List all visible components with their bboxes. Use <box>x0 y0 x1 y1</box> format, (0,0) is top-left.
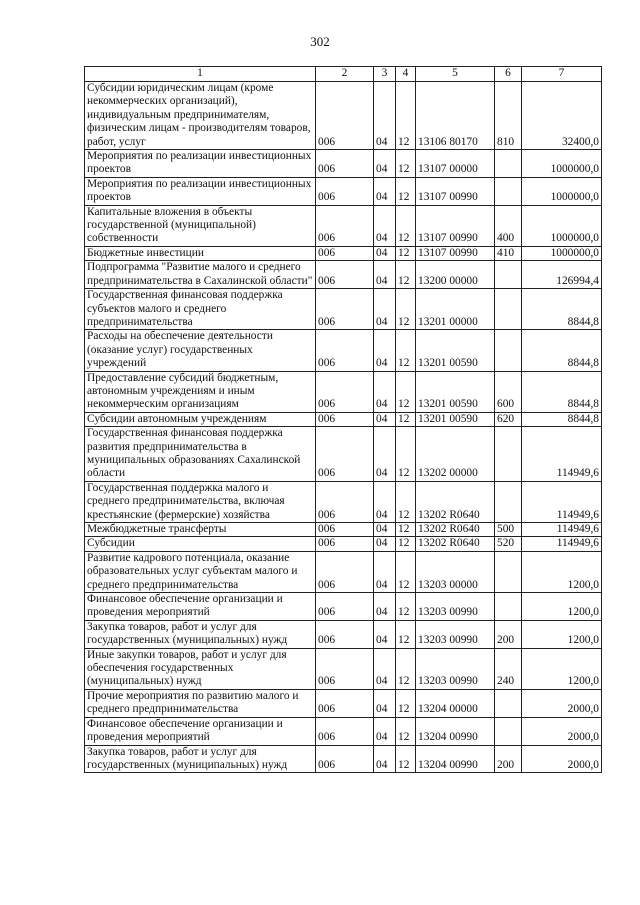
expense-type-code: 400 <box>495 205 522 246</box>
item-name: Субсидии юридическим лицам (кроме некоммерческих организаций), индивидуальным предпринимателям, физическим лицам - производителям товаров, работ, услуг <box>85 82 316 150</box>
target-article-code: 13107 00990 <box>416 205 495 246</box>
amount: 1000000,0 <box>522 150 602 178</box>
table-row <box>85 177 602 205</box>
column-header: 5 <box>416 67 495 82</box>
item-name: Капитальные вложения в объекты государственной (муниципальной) собственности <box>85 205 316 246</box>
amount: 126994,4 <box>522 261 602 289</box>
ministry-code: 006 <box>316 620 374 648</box>
section-code: 04 <box>374 648 396 689</box>
target-article-code: 13201 00000 <box>416 289 495 330</box>
expense-type-code: 410 <box>495 246 522 260</box>
ministry-code: 006 <box>316 82 374 150</box>
item-name: Прочие мероприятия по развитию малого и среднего предпринимательства <box>85 689 316 717</box>
item-name: Государственная поддержка малого и среднего предпринимательства, включая крестьянские (фермерские) хозяйства <box>85 481 316 522</box>
item-name: Развитие кадрового потенциала, оказание образовательных услуг субъектам малого и среднего предпринимательства <box>85 551 316 592</box>
section-code: 04 <box>374 689 396 717</box>
target-article-code: 13203 00990 <box>416 620 495 648</box>
target-article-code: 13203 00000 <box>416 551 495 592</box>
ministry-code: 006 <box>316 593 374 621</box>
subsection-code: 12 <box>396 246 416 260</box>
target-article-code: 13202 R0640 <box>416 481 495 522</box>
ministry-code: 006 <box>316 177 374 205</box>
expense-type-code <box>495 330 522 371</box>
section-code: 04 <box>374 205 396 246</box>
section-code: 04 <box>374 82 396 150</box>
subsection-code: 12 <box>396 330 416 371</box>
amount: 114949,6 <box>522 523 602 537</box>
table-row <box>85 481 602 522</box>
subsection-code: 12 <box>396 177 416 205</box>
amount: 8844,8 <box>522 330 602 371</box>
item-name: Бюджетные инвестиции <box>85 246 316 260</box>
table-row <box>85 620 602 648</box>
expense-type-code <box>495 150 522 178</box>
target-article-code: 13107 00000 <box>416 150 495 178</box>
subsection-code: 12 <box>396 150 416 178</box>
target-article-code: 13204 00000 <box>416 689 495 717</box>
table-row <box>85 717 602 745</box>
ministry-code: 006 <box>316 261 374 289</box>
table-row <box>85 593 602 621</box>
budget-table <box>84 66 602 773</box>
item-name: Финансовое обеспечение организации и проведения мероприятий <box>85 593 316 621</box>
subsection-code: 12 <box>396 745 416 773</box>
amount: 1200,0 <box>522 551 602 592</box>
table-row <box>85 205 602 246</box>
amount: 1200,0 <box>522 620 602 648</box>
ministry-code: 006 <box>316 412 374 426</box>
item-name: Государственная финансовая поддержка развития предпринимательства в муниципальных образованиях Сахалинской области <box>85 427 316 482</box>
expense-type-code: 520 <box>495 537 522 551</box>
column-header: 6 <box>495 67 522 82</box>
amount: 114949,6 <box>522 481 602 522</box>
expense-type-code: 500 <box>495 523 522 537</box>
amount: 1000000,0 <box>522 177 602 205</box>
item-name: Мероприятия по реализации инвестиционных проектов <box>85 150 316 178</box>
column-header: 7 <box>522 67 602 82</box>
expense-type-code: 600 <box>495 371 522 412</box>
subsection-code: 12 <box>396 205 416 246</box>
item-name: Закупка товаров, работ и услуг для государственных (муниципальных) нужд <box>85 620 316 648</box>
ministry-code: 006 <box>316 481 374 522</box>
subsection-code: 12 <box>396 261 416 289</box>
column-header: 3 <box>374 67 396 82</box>
target-article-code: 13106 80170 <box>416 82 495 150</box>
subsection-code: 12 <box>396 412 416 426</box>
ministry-code: 006 <box>316 427 374 482</box>
ministry-code: 006 <box>316 246 374 260</box>
section-code: 04 <box>374 481 396 522</box>
amount: 8844,8 <box>522 412 602 426</box>
item-name: Государственная финансовая поддержка субъектов малого и среднего предпринимательства <box>85 289 316 330</box>
target-article-code: 13107 00990 <box>416 246 495 260</box>
amount: 1200,0 <box>522 648 602 689</box>
section-code: 04 <box>374 620 396 648</box>
target-article-code: 13107 00990 <box>416 177 495 205</box>
subsection-code: 12 <box>396 537 416 551</box>
item-name: Мероприятия по реализации инвестиционных проектов <box>85 177 316 205</box>
expense-type-code <box>495 551 522 592</box>
table-row <box>85 689 602 717</box>
section-code: 04 <box>374 371 396 412</box>
ministry-code: 006 <box>316 745 374 773</box>
ministry-code: 006 <box>316 205 374 246</box>
table-row <box>85 412 602 426</box>
ministry-code: 006 <box>316 551 374 592</box>
item-name: Финансовое обеспечение организации и проведения мероприятий <box>85 717 316 745</box>
amount: 114949,6 <box>522 537 602 551</box>
table-row <box>85 427 602 482</box>
table-row <box>85 330 602 371</box>
ministry-code: 006 <box>316 537 374 551</box>
table-row <box>85 523 602 537</box>
ministry-code: 006 <box>316 523 374 537</box>
section-code: 04 <box>374 717 396 745</box>
section-code: 04 <box>374 523 396 537</box>
subsection-code: 12 <box>396 289 416 330</box>
expense-type-code <box>495 717 522 745</box>
subsection-code: 12 <box>396 82 416 150</box>
ministry-code: 006 <box>316 371 374 412</box>
table-row <box>85 745 602 773</box>
section-code: 04 <box>374 537 396 551</box>
section-code: 04 <box>374 427 396 482</box>
target-article-code: 13204 00990 <box>416 717 495 745</box>
item-name: Предоставление субсидий бюджетным, автономным учреждениям и иным некоммерческим организациям <box>85 371 316 412</box>
expense-type-code <box>495 481 522 522</box>
item-name: Иные закупки товаров, работ и услуг для обеспечения государственных (муниципальных) нужд <box>85 648 316 689</box>
table-row <box>85 551 602 592</box>
section-code: 04 <box>374 261 396 289</box>
section-code: 04 <box>374 289 396 330</box>
table-row <box>85 648 602 689</box>
section-code: 04 <box>374 593 396 621</box>
table-row <box>85 150 602 178</box>
amount: 1000000,0 <box>522 205 602 246</box>
subsection-code: 12 <box>396 648 416 689</box>
target-article-code: 13201 00590 <box>416 371 495 412</box>
target-article-code: 13203 00990 <box>416 593 495 621</box>
amount: 8844,8 <box>522 371 602 412</box>
table-row <box>85 82 602 150</box>
expense-type-code <box>495 261 522 289</box>
expense-type-code <box>495 289 522 330</box>
amount: 2000,0 <box>522 689 602 717</box>
table-row <box>85 261 602 289</box>
column-header: 1 <box>85 67 316 82</box>
ministry-code: 006 <box>316 717 374 745</box>
page-number: 302 <box>310 34 330 49</box>
target-article-code: 13201 00590 <box>416 412 495 426</box>
expense-type-code: 200 <box>495 745 522 773</box>
ministry-code: 006 <box>316 150 374 178</box>
target-article-code: 13204 00990 <box>416 745 495 773</box>
expense-type-code: 620 <box>495 412 522 426</box>
expense-type-code <box>495 689 522 717</box>
table-row <box>85 289 602 330</box>
column-header: 2 <box>316 67 374 82</box>
ministry-code: 006 <box>316 689 374 717</box>
amount: 1200,0 <box>522 593 602 621</box>
subsection-code: 12 <box>396 523 416 537</box>
subsection-code: 12 <box>396 427 416 482</box>
target-article-code: 13200 00000 <box>416 261 495 289</box>
section-code: 04 <box>374 412 396 426</box>
expense-type-code: 810 <box>495 82 522 150</box>
expense-type-code <box>495 593 522 621</box>
amount: 1000000,0 <box>522 246 602 260</box>
amount: 32400,0 <box>522 82 602 150</box>
item-name: Субсидии <box>85 537 316 551</box>
target-article-code: 13202 R0640 <box>416 523 495 537</box>
amount: 8844,8 <box>522 289 602 330</box>
subsection-code: 12 <box>396 551 416 592</box>
section-code: 04 <box>374 330 396 371</box>
target-article-code: 13202 R0640 <box>416 537 495 551</box>
ministry-code: 006 <box>316 330 374 371</box>
table-row <box>85 246 602 260</box>
section-code: 04 <box>374 150 396 178</box>
target-article-code: 13202 00000 <box>416 427 495 482</box>
amount: 114949,6 <box>522 427 602 482</box>
section-code: 04 <box>374 551 396 592</box>
column-header: 4 <box>396 67 416 82</box>
subsection-code: 12 <box>396 481 416 522</box>
section-code: 04 <box>374 246 396 260</box>
expense-type-code <box>495 427 522 482</box>
header-row <box>85 67 602 82</box>
item-name: Субсидии автономным учреждениям <box>85 412 316 426</box>
ministry-code: 006 <box>316 289 374 330</box>
ministry-code: 006 <box>316 648 374 689</box>
table-row <box>85 371 602 412</box>
section-code: 04 <box>374 177 396 205</box>
item-name: Межбюджетные трансферты <box>85 523 316 537</box>
subsection-code: 12 <box>396 371 416 412</box>
expense-type-code: 200 <box>495 620 522 648</box>
table-row <box>85 537 602 551</box>
subsection-code: 12 <box>396 593 416 621</box>
item-name: Подпрограмма "Развитие малого и среднего предпринимательства в Сахалинской области" <box>85 261 316 289</box>
subsection-code: 12 <box>396 620 416 648</box>
subsection-code: 12 <box>396 717 416 745</box>
amount: 2000,0 <box>522 745 602 773</box>
target-article-code: 13201 00590 <box>416 330 495 371</box>
section-code: 04 <box>374 745 396 773</box>
expense-type-code: 240 <box>495 648 522 689</box>
item-name: Закупка товаров, работ и услуг для государственных (муниципальных) нужд <box>85 745 316 773</box>
subsection-code: 12 <box>396 689 416 717</box>
amount: 2000,0 <box>522 717 602 745</box>
item-name: Расходы на обеспечение деятельности (оказание услуг) государственных учреждений <box>85 330 316 371</box>
target-article-code: 13203 00990 <box>416 648 495 689</box>
expense-type-code <box>495 177 522 205</box>
